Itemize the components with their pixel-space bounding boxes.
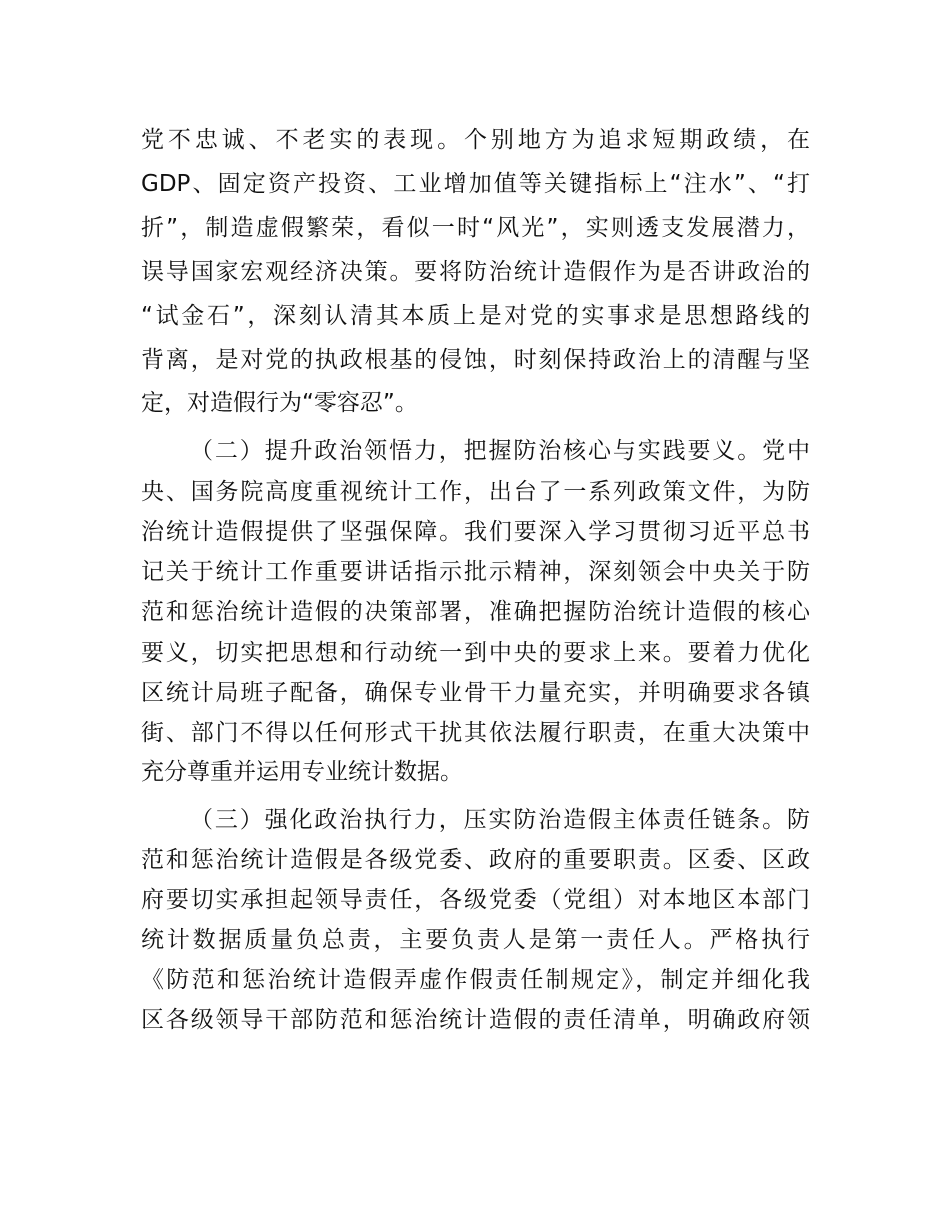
text-line: 《防范和惩治统计造假弄虚作假责任制规定》，制定并细化我	[141, 967, 810, 993]
text-line: 府要切实承担起领导责任，各级党委（党组）对本地区本部门	[141, 887, 810, 913]
text-line: 央、国务院高度重视统计工作，出台了一系列政策文件，为防	[141, 479, 810, 505]
text-line: 治统计造假提供了坚强保障。我们要深入学习贯彻习近平总书	[141, 519, 810, 545]
text-line: “试金石”，深刻认清其本质上是对党的实事求是思想路线的	[141, 303, 810, 329]
text-line: 记关于统计工作重要讲话指示批示精神，深刻领会中央关于防	[141, 559, 810, 585]
text-line: 定，对造假行为“零容忍”。	[141, 390, 418, 416]
text-line: 范和惩治统计造假是各级党委、政府的重要职责。区委、区政	[141, 847, 810, 873]
text-line: 区各级领导干部防范和惩治统计造假的责任清单，明确政府领	[141, 1007, 810, 1033]
text-line: 充分尊重并运用专业统计数据。	[141, 759, 463, 785]
text-line: 范和惩治统计造假的决策部署，准确把握防治统计造假的核心	[141, 599, 810, 625]
text-line: 党不忠诚、不老实的表现。个别地方为追求短期政绩，在	[141, 127, 810, 153]
text-line: 要义，切实把思想和行动统一到中央的要求上来。要着力优化	[141, 640, 810, 666]
text-line: 折”，制造虚假繁荣，看似一时“风光”，实则透支发展潜力，	[141, 215, 810, 241]
text-line: GDP、固定资产投资、工业增加值等关键指标上“注水”、“打	[141, 171, 810, 197]
text-line: （二）提升政治领悟力，把握防治核心与实践要义。党中	[190, 438, 810, 464]
text-line: （三）强化政治执行力，压实防治造假主体责任链条。防	[190, 807, 810, 833]
text-line: 区统计局班子配备，确保专业骨干力量充实，并明确要求各镇	[141, 680, 810, 706]
text-line: 背离，是对党的执政根基的侵蚀，时刻保持政治上的清醒与坚	[141, 347, 810, 373]
text-line: 街、部门不得以任何形式干扰其依法履行职责，在重大决策中	[141, 720, 810, 746]
text-line: 误导国家宏观经济决策。要将防治统计造假作为是否讲政治的	[141, 259, 810, 285]
text-line: 统计数据质量负总责，主要负责人是第一责任人。严格执行	[141, 927, 810, 953]
